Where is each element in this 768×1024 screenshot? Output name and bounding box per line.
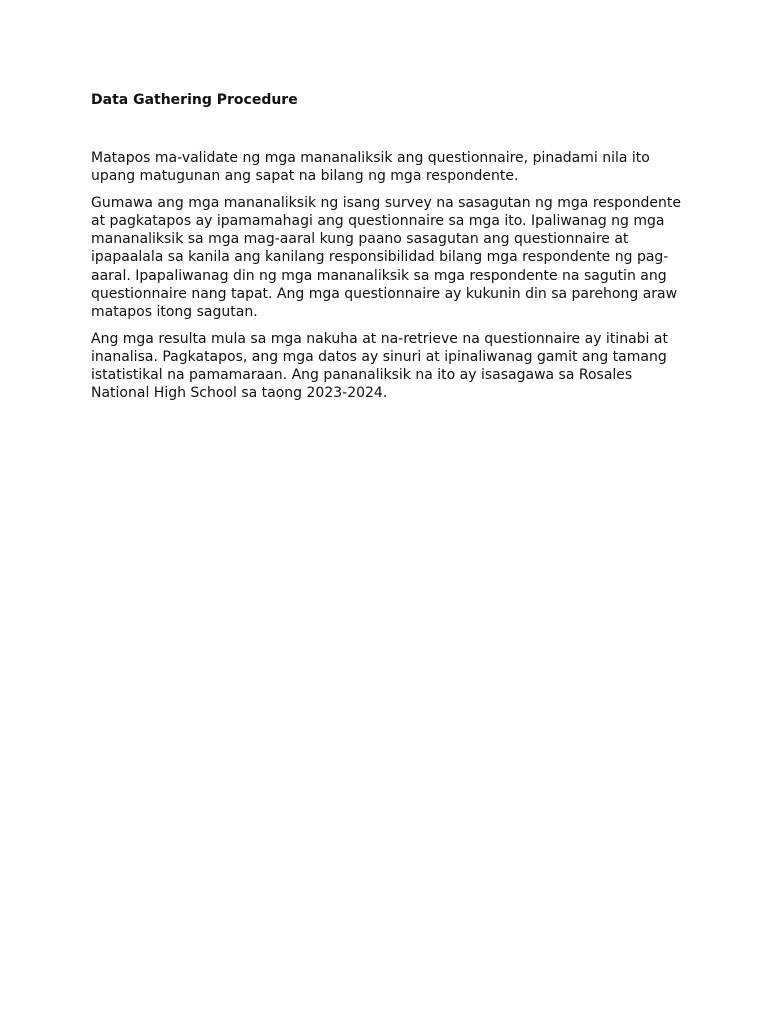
paragraph-validation: Matapos ma-validate ng mga mananaliksik ang questionnaire, pinadami nila ito upang matugunan ang sapat na bilang ng mga respondente.: [91, 150, 650, 185]
section-heading: Data Gathering Procedure: [91, 92, 298, 108]
document-body: [91, 91, 681, 402]
paragraph-survey-distribution: Gumawa ang mga mananaliksik ng isang survey na sasagutan ng mga respondente at pagkatapos ay ipamamahagi ang questionnaire sa mga ito. Ipaliwanag ng mga mananaliksik sa mga mag-aaral kung paano sasagutan ang questionnaire at ipapaalala sa kanila ang kanilang responsibilidad bilang mga respondente ng pag-aaral. Ipapaliwanag din ng mga mananaliksik sa mga respondente na sagutin ang questionnaire nang tapat. Ang mga questionnaire ay kukunin din sa parehong araw matapos itong sagutan.: [91, 195, 681, 320]
paragraph-analysis: Ang mga resulta mula sa mga nakuha at na-retrieve na questionnaire ay itinabi at inanalisa. Pagkatapos, ang mga datos ay sinuri at ipinaliwanag gamit ang tamang istatistikal na pamamaraan. Ang pananaliksik na ito ay isasagawa sa Rosales National High School sa taong 2023-2024.: [91, 330, 668, 402]
